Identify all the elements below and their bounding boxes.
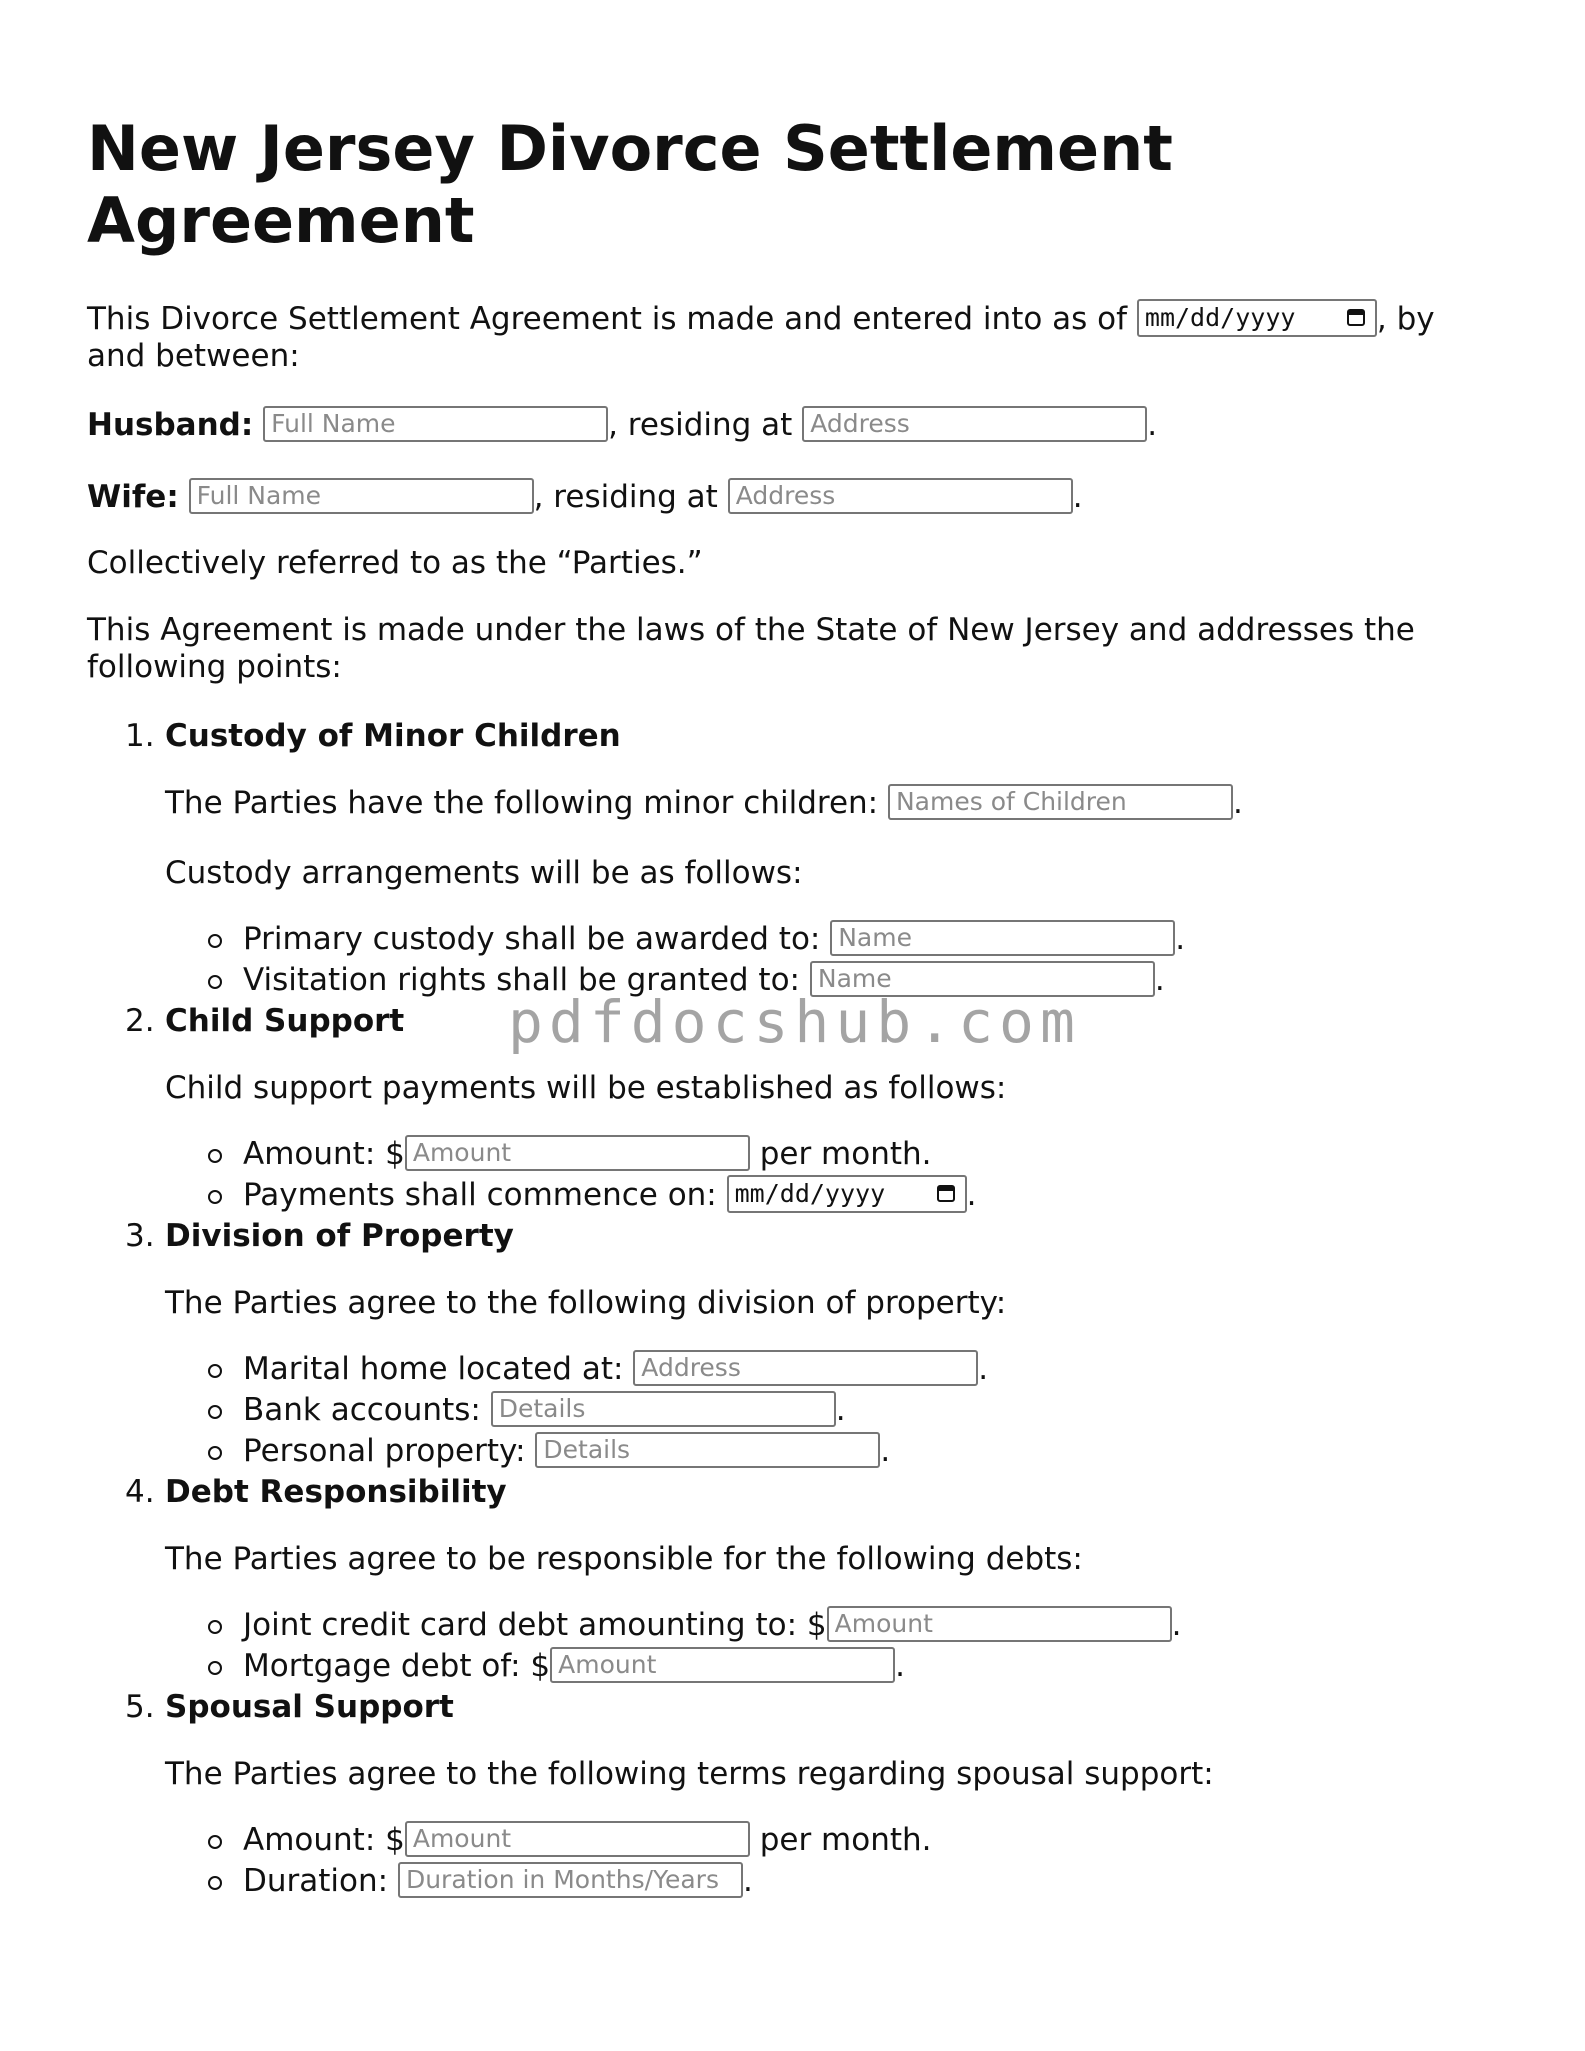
- primary-custody-input[interactable]: [830, 920, 1175, 956]
- period-text: .: [1232, 785, 1243, 821]
- list-item: [165, 1646, 1497, 1687]
- mortgage-debt-label: Mortgage debt of: $: [243, 1648, 551, 1684]
- period-text: .: [1171, 1607, 1182, 1643]
- list-item: [165, 1349, 1497, 1390]
- commence-label: Payments shall commence on:: [243, 1177, 717, 1213]
- sections-list: [87, 716, 1497, 1902]
- child-support-amount-label: Amount: $: [243, 1136, 405, 1172]
- list-item: [165, 1820, 1497, 1861]
- marital-home-input[interactable]: [633, 1350, 978, 1386]
- children-names-input[interactable]: [888, 784, 1233, 820]
- wife-residing-text: , residing at: [533, 479, 718, 515]
- section-debt: [87, 1472, 1497, 1687]
- debt-text: The Parties agree to be responsible for the following debts:: [165, 1541, 1083, 1577]
- children-line: [165, 783, 1497, 823]
- section-custody: [87, 716, 1497, 1001]
- primary-custody-label: Primary custody shall be awarded to:: [243, 921, 821, 957]
- property-text: The Parties agree to the following division of property:: [165, 1285, 1007, 1321]
- duration-label: Duration:: [243, 1863, 389, 1899]
- commence-date-placeholder: mm/dd/yyyy: [734, 1178, 886, 1208]
- bank-accounts-label: Bank accounts:: [243, 1392, 481, 1428]
- period-text: .: [966, 1177, 977, 1213]
- section-title: Custody of Minor Children: [165, 718, 621, 754]
- section-number: 2.: [125, 1003, 155, 1039]
- section-title: Division of Property: [165, 1218, 514, 1254]
- per-month-text: per month.: [759, 1136, 932, 1172]
- husband-line: [87, 405, 1497, 445]
- collective-statement: Collectively referred to as the “Parties.”: [87, 545, 703, 581]
- husband-line-end: .: [1147, 407, 1158, 443]
- governing-law-statement: This Agreement is made under the laws of the State of New Jersey and addresses the following points:: [87, 612, 1415, 685]
- agreement-page: [87, 0, 1497, 1902]
- commence-date-input[interactable]: [727, 1175, 967, 1213]
- children-text: The Parties have the following minor children:: [165, 785, 879, 821]
- section-title: Spousal Support: [165, 1689, 454, 1725]
- bank-accounts-input[interactable]: [491, 1391, 836, 1427]
- calendar-icon[interactable]: [1347, 309, 1365, 326]
- page-title: New Jersey Divorce Settlement Agreement: [87, 112, 1173, 257]
- period-text: .: [880, 1433, 891, 1469]
- section-property: [87, 1216, 1497, 1472]
- duration-input[interactable]: [398, 1862, 743, 1898]
- list-item: [165, 1390, 1497, 1431]
- list-item: [165, 1605, 1497, 1646]
- list-item: [165, 919, 1497, 960]
- wife-name-input[interactable]: [189, 478, 534, 514]
- section-title: Debt Responsibility: [165, 1474, 507, 1510]
- child-support-items: [165, 1134, 1497, 1216]
- husband-name-input[interactable]: [263, 406, 608, 442]
- personal-property-input[interactable]: [535, 1432, 880, 1468]
- mortgage-debt-input[interactable]: [550, 1647, 895, 1683]
- personal-property-label: Personal property:: [243, 1433, 526, 1469]
- section-child-support: [87, 1001, 1497, 1216]
- visitation-input[interactable]: [810, 961, 1155, 997]
- spousal-amount-input[interactable]: [405, 1821, 750, 1857]
- spousal-amount-label: Amount: $: [243, 1822, 405, 1858]
- wife-label: Wife:: [87, 479, 179, 515]
- section-title: Child Support: [165, 1003, 405, 1039]
- period-text: .: [895, 1648, 905, 1684]
- list-item: [165, 960, 1497, 1001]
- period-text: .: [742, 1863, 753, 1899]
- wife-address-input[interactable]: [728, 478, 1073, 514]
- list-item: [165, 1861, 1497, 1902]
- period-text: .: [978, 1351, 989, 1387]
- spousal-items: [165, 1820, 1497, 1902]
- section-spousal-support: [87, 1687, 1497, 1902]
- husband-label: Husband:: [87, 407, 254, 443]
- section-number: 5.: [125, 1689, 155, 1725]
- husband-residing-text: , residing at: [608, 407, 793, 443]
- list-item: [165, 1431, 1497, 1472]
- list-item: [165, 1175, 1497, 1216]
- intro-paragraph: [87, 301, 1497, 375]
- section-number: 3.: [125, 1218, 155, 1254]
- calendar-icon[interactable]: [937, 1185, 955, 1202]
- debt-items: [165, 1605, 1497, 1687]
- agreement-date-input[interactable]: [1137, 299, 1377, 337]
- spousal-text: The Parties agree to the following terms regarding spousal support:: [165, 1756, 1214, 1792]
- child-support-text: Child support payments will be established as follows:: [165, 1070, 1007, 1106]
- section-number: 1.: [125, 718, 155, 754]
- custody-arrangements-text: Custody arrangements will be as follows:: [165, 855, 803, 891]
- per-month-text: per month.: [759, 1822, 932, 1858]
- period-text: .: [1175, 921, 1186, 957]
- husband-address-input[interactable]: [802, 406, 1147, 442]
- section-number: 4.: [125, 1474, 155, 1510]
- wife-line: [87, 477, 1497, 517]
- period-text: .: [835, 1392, 846, 1428]
- property-items: [165, 1349, 1497, 1472]
- credit-card-debt-input[interactable]: [827, 1606, 1172, 1642]
- marital-home-label: Marital home located at:: [243, 1351, 624, 1387]
- child-support-amount-input[interactable]: [405, 1135, 750, 1171]
- custody-items: [165, 919, 1497, 1001]
- visitation-label: Visitation rights shall be granted to:: [243, 962, 801, 998]
- period-text: .: [1154, 962, 1165, 998]
- intro-text-after: , by and between:: [87, 301, 1435, 374]
- list-item: [165, 1134, 1497, 1175]
- wife-line-end: .: [1072, 479, 1083, 515]
- agreement-date-placeholder: mm/dd/yyyy: [1144, 302, 1296, 332]
- intro-text: This Divorce Settlement Agreement is made and entered into as of: [87, 301, 1128, 337]
- credit-card-debt-label: Joint credit card debt amounting to: $: [243, 1607, 827, 1643]
- watermark: pdfdocshub.com: [508, 988, 1081, 1056]
